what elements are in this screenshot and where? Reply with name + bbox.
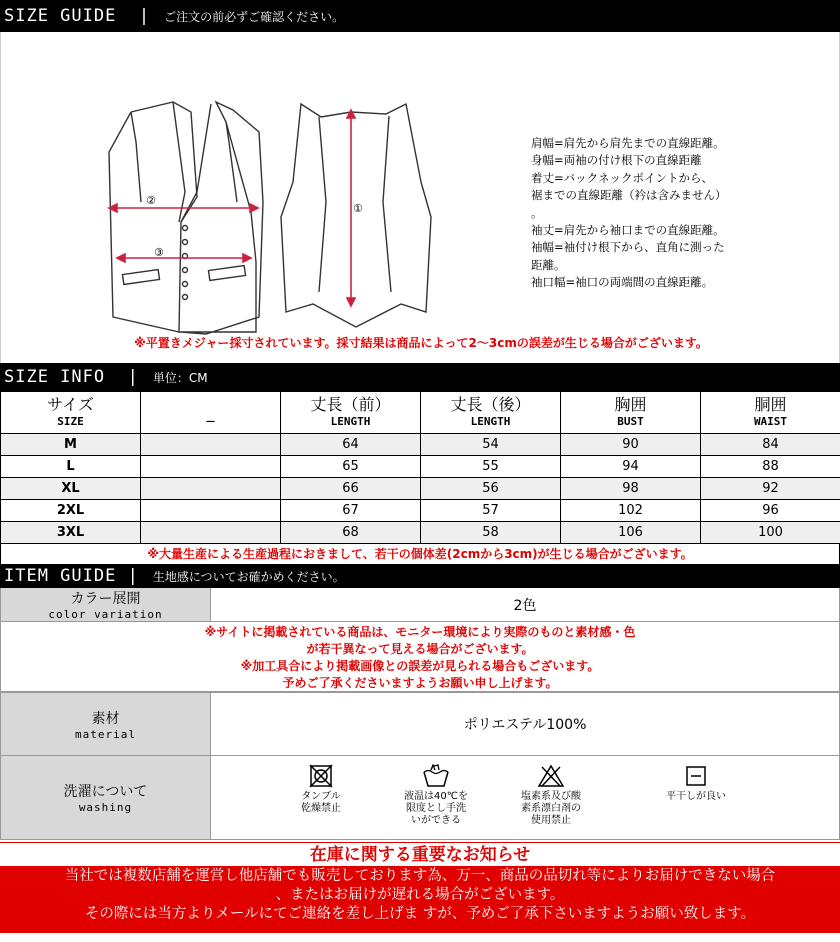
care-caption-line: いができる — [411, 815, 461, 826]
care-item-bleach — [496, 764, 606, 827]
warning-line: ※サイトに掲載されている商品は、モニター環境により実際のものと素材感・色 — [204, 625, 636, 639]
care-caption-line: 乾燥禁止 — [301, 803, 341, 814]
header-jp: 丈長（後） — [450, 394, 531, 414]
measurement-note-line: 。 — [531, 205, 543, 220]
material-label-en: material — [75, 727, 136, 741]
display-warning — [0, 622, 840, 692]
size-value-cell: 102 — [561, 500, 701, 522]
size-value-cell: 65 — [281, 456, 421, 478]
size-value-cell — [141, 456, 281, 478]
measurement-note-line: 袖幅=袖付け根下から、直角に測った — [531, 240, 725, 255]
size-table-header-row — [1, 392, 840, 434]
size-value-cell — [141, 434, 281, 456]
measurement-note-line: 袖丈=肩先から袖口までの直線距離。 — [531, 223, 725, 238]
size-value-cell: 57 — [421, 500, 561, 522]
size-label-cell: 3XL — [1, 522, 141, 544]
care-caption-line: 平干しが良い — [666, 791, 726, 802]
size-table — [0, 391, 840, 544]
color-value: 2色 — [513, 597, 537, 614]
table-row — [1, 456, 840, 478]
header-en: BUST — [617, 414, 644, 428]
size-table-header-cell — [1, 392, 141, 434]
care-item-flatdry — [641, 764, 751, 803]
stock-notice-body — [0, 866, 840, 933]
size-value-cell: 90 — [561, 434, 701, 456]
size-label-cell: 2XL — [1, 500, 141, 522]
header-en: WAIST — [753, 414, 788, 428]
header-jp: 胴囲 — [754, 394, 787, 414]
care-caption-line: タンブル — [301, 791, 341, 802]
size-guide-subtitle: ご注文の前必ずご確認ください。 — [164, 9, 345, 24]
size-value-cell — [141, 478, 281, 500]
size-table-header-cell — [701, 392, 840, 434]
measurement-note-line: 距離。 — [531, 257, 566, 272]
size-value-cell: 94 — [561, 456, 701, 478]
size-value-cell: 96 — [701, 500, 840, 522]
size-value-cell — [141, 522, 281, 544]
notice-line: その際には当方よりメールにてご連絡を差し上げま すが、予めご了承下さいますようお願い致します。 — [84, 906, 756, 922]
tumble-dry-prohibited-icon — [308, 764, 334, 788]
size-value-cell — [141, 500, 281, 522]
header-jp: サイズ — [47, 394, 94, 414]
size-label-cell: XL — [1, 478, 141, 500]
size-value-cell: 88 — [701, 456, 840, 478]
marker-3: ③ — [154, 246, 164, 259]
header-jp: _ — [206, 403, 215, 422]
size-value-cell: 84 — [701, 434, 840, 456]
item-guide-header — [0, 564, 840, 588]
material-row — [0, 692, 840, 756]
no-bleach-icon — [537, 764, 565, 788]
hand-wash-40-icon — [421, 764, 451, 788]
size-variance-note: ※大量生産による生産過程におきまして、若干の個体差(2cmから3cm)が生じる場合がございます。 — [0, 544, 840, 564]
size-value-cell: 55 — [421, 456, 561, 478]
header-en: SIZE — [57, 414, 84, 428]
header-jp: 丈長（前） — [310, 394, 391, 414]
care-item-handwash — [381, 764, 491, 827]
stock-notice-title: 在庫に関する重要なお知らせ — [0, 842, 840, 866]
measurement-note-line: 肩幅=肩先から肩先までの直線距離。 — [531, 136, 725, 150]
size-value-cell: 56 — [421, 478, 561, 500]
notice-line: 、またはお届けが遅れる場合がございます。 — [275, 887, 565, 903]
vest-back-icon — [281, 104, 431, 327]
care-caption-line: 限度とし手洗 — [406, 803, 466, 814]
care-item-tumble — [266, 764, 376, 815]
size-value-cell: 100 — [701, 522, 840, 544]
color-variation-row — [0, 588, 840, 622]
size-guide-header — [0, 0, 840, 32]
color-label: カラー展開 — [70, 591, 141, 607]
washing-label-en: washing — [78, 801, 133, 814]
size-value-cell: 67 — [281, 500, 421, 522]
measurement-notes — [531, 135, 727, 292]
size-guide-title: SIZE GUIDE | — [4, 6, 151, 26]
header-en: LENGTH — [470, 414, 511, 428]
material-value: ポリエステル100% — [463, 717, 587, 733]
measure-disclaimer: ※平置きメジャー採寸されています。採寸結果は商品によって2～3cmの誤差が生じる場合がございます。 — [134, 336, 708, 350]
size-table-header-cell — [281, 392, 421, 434]
warning-line: ※加工具合により掲載画像との誤差が見られる場合もございます。 — [240, 659, 600, 673]
size-table-header-cell — [421, 392, 561, 434]
measurement-note-line: 袖口幅=袖口の両端間の直線距離。 — [531, 275, 714, 290]
header-jp: 胸囲 — [614, 394, 647, 414]
header-en: LENGTH — [330, 414, 371, 428]
notice-line: 当社では複数店舗を運営し他店舗でも販売しております為、万一、商品の品切れ等によりお届けできない場合 — [64, 868, 776, 884]
table-row — [1, 434, 840, 456]
size-label-cell: L — [1, 456, 141, 478]
size-value-cell: 68 — [281, 522, 421, 544]
marker-1: ① — [353, 202, 363, 215]
care-caption-line: 液温は40℃を — [404, 791, 468, 802]
size-value-cell: 106 — [561, 522, 701, 544]
table-row — [1, 478, 840, 500]
color-label-en: color variation — [48, 608, 163, 621]
item-guide-subtitle: 生地感についてお確かめください。 — [152, 569, 345, 584]
size-value-cell: 64 — [281, 434, 421, 456]
care-caption-line: 塩素系及び酸 — [521, 791, 581, 802]
size-table-header-cell — [561, 392, 701, 434]
size-label-cell: M — [1, 434, 141, 456]
measurement-note-line: 着丈=バックネックポイントから、 — [531, 170, 714, 185]
washing-label: 洗濯について — [63, 784, 148, 800]
care-icons — [211, 756, 839, 839]
size-info-header — [0, 363, 840, 391]
material-label: 素材 — [91, 710, 120, 727]
measurement-note-line: 裾までの直線距離（衿は含みません） — [531, 188, 727, 203]
item-guide-title: ITEM GUIDE | — [4, 566, 139, 586]
size-value-cell: 66 — [281, 478, 421, 500]
size-value-cell: 58 — [421, 522, 561, 544]
size-table-header-cell — [141, 392, 281, 434]
size-info-unit: 単位：CM — [152, 370, 208, 385]
warning-line: 予めご了承くださいますようお願い申し上げます。 — [282, 676, 558, 690]
size-value-cell: 54 — [421, 434, 561, 456]
care-caption-line: 素系漂白剤の — [521, 803, 581, 814]
care-caption-line: 使用禁止 — [531, 815, 571, 826]
flat-dry-icon — [684, 764, 708, 788]
size-value-cell: 92 — [701, 478, 840, 500]
washing-row — [0, 756, 840, 840]
table-row — [1, 500, 840, 522]
size-value-cell: 98 — [561, 478, 701, 500]
warning-line: が若干異なって見える場合がございます。 — [306, 642, 534, 656]
marker-2: ② — [146, 194, 156, 207]
vest-front-icon — [109, 102, 263, 334]
table-row — [1, 522, 840, 544]
size-info-title: SIZE INFO | — [4, 367, 139, 387]
measurement-note-line: 身幅=両袖の付け根下の直線距離 — [531, 153, 702, 168]
size-guide-diagram — [0, 32, 840, 363]
